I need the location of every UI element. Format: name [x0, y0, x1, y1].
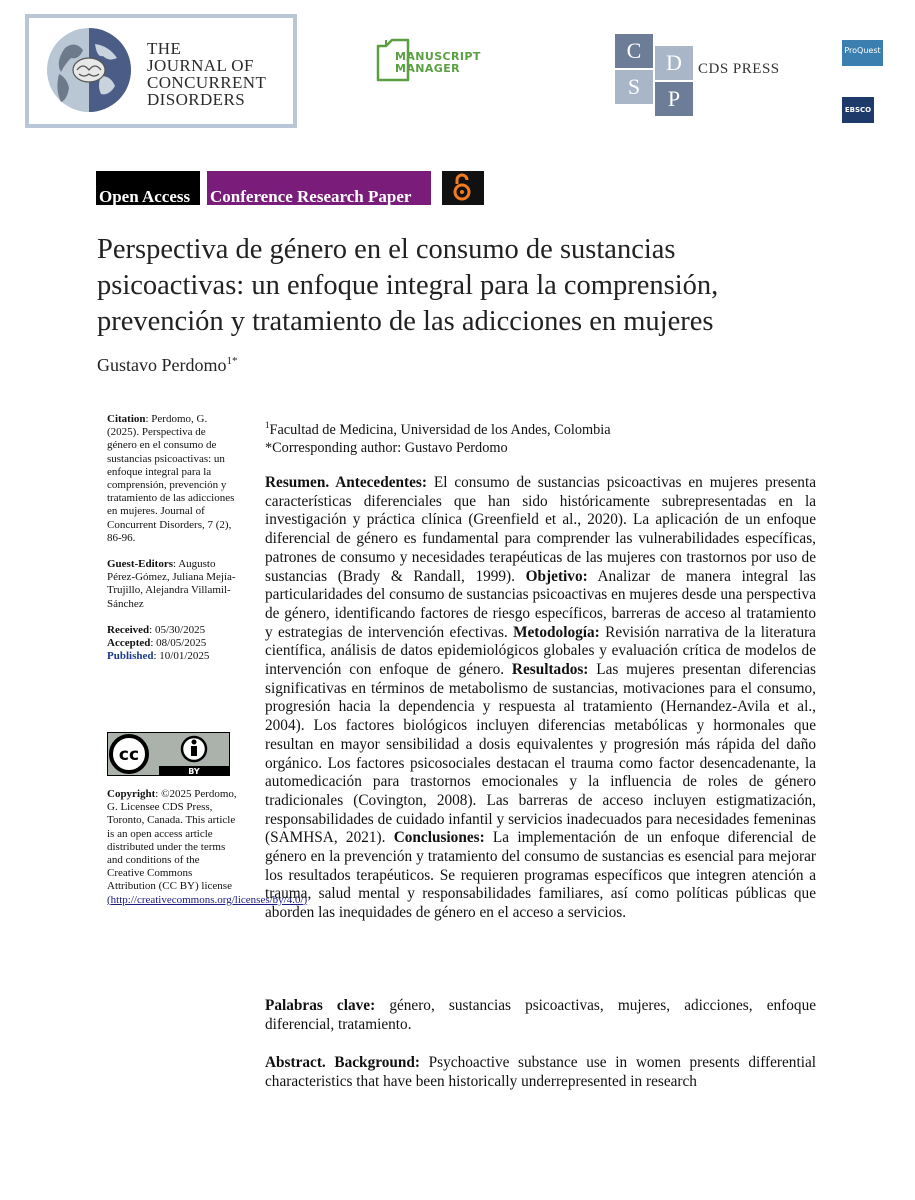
- published-date: : 10/01/2025: [153, 650, 210, 663]
- cdsp-letter: P: [655, 82, 693, 116]
- cdsp-letter: S: [615, 70, 653, 104]
- objetivo-text: Analizar de manera integral las particularidades del consumo de sustancias psicoactivas en mujeres desde una perspectiva de género, identificando factores de riesgo específicos, barreras de acceso al tratamiento y estrategias de intervención efectivas.: [265, 567, 816, 641]
- published-line: [107, 650, 237, 663]
- citation-text: : Perdomo, G. (2025). Perspectiva de género en el consumo de sustancias psicoactivas: un enfoque integral para la comprensión, prevención y tratamiento de las adicciones en mujeres. Journal of Concurrent Disorders, 7 (2), 86-96.: [107, 413, 235, 544]
- mm-line: MANUSCRIPT: [395, 50, 481, 63]
- cdsp-letter: C: [615, 34, 653, 68]
- journal-logo: [25, 14, 297, 128]
- resumen-block: [265, 474, 816, 923]
- resultados-label: Resultados:: [511, 661, 589, 679]
- cdsp-letter: D: [655, 46, 693, 80]
- mm-line: MANAGER: [395, 62, 460, 75]
- globe-brain-icon: [45, 26, 133, 114]
- conclusiones-label: Conclusiones:: [393, 829, 485, 847]
- conclusiones-text: La implementación de un enfoque diferencial de género en la prevención y tratamiento del consumo de sustancias es esencial para mejorar los resultados terapéuticos. Se requieren programas específicos que integren atención a trauma, salud mental y responsabilidades familiares, así como políticas públicas que aborden las inequidades de género en el acceso a servicios.: [265, 829, 816, 922]
- cc-by-text: BY: [188, 767, 200, 776]
- license-link[interactable]: (http://creativecommons.org/licenses/by/4.0/): [107, 893, 308, 906]
- cc-by-license-icon[interactable]: [107, 732, 230, 776]
- objetivo-label: Objetivo:: [525, 567, 588, 585]
- abstract-en-label: Abstract. Background:: [265, 1054, 420, 1071]
- published-label: Published: [107, 650, 154, 663]
- abstract-en-text: Psychoactive substance use in women presents differential characteristics that have been historically underrepresented in research: [265, 1054, 816, 1090]
- citation-block: [107, 413, 237, 545]
- author-name: Gustavo Perdomo: [97, 355, 227, 375]
- author-affiliation-mark: 1*: [226, 355, 238, 367]
- received-date: : 05/30/2025: [149, 623, 206, 636]
- metodologia-label: Metodología:: [513, 623, 600, 641]
- cds-press-label: CDS PRESS: [698, 61, 780, 77]
- paper-type-badge: Conference Research Paper: [207, 171, 431, 205]
- open-access-badge: Open Access: [96, 171, 200, 205]
- affiliation-text: Facultad de Medicina, Universidad de los Andes, Colombia: [269, 421, 611, 438]
- antecedentes-text: El consumo de sustancias psicoactivas en mujeres presenta características diferenciales que han sido históricamente subrepresentadas en la investigación y práctica clínica (Greenfield et al., 2020). La aplicación de un enfoque diferencial de género es fundamental para comprender las vulnerabilidades específicas, patrones de consumo y necesidades terapéuticas de las mujeres con trastornos por uso de sustancias (Brady & Randall, 1999).: [265, 474, 816, 585]
- cdsp-logo: [615, 34, 695, 111]
- resumen-paragraph: [265, 474, 816, 923]
- resumen-label: Resumen. Antecedentes:: [265, 474, 427, 491]
- copyright-body: : ©2025 Perdomo, G. Licensee CDS Press, Toronto, Canada. This article is an open access article distributed under the terms and conditions of the Creative Commons Attribution (CC BY) license: [107, 788, 237, 893]
- keywords-label: Palabras clave:: [265, 997, 376, 1014]
- accepted-label: Accepted: [107, 637, 151, 650]
- metodologia-text: Revisión narrativa de la literatura científica, análisis de datos epidemiológicos globales y evaluación crítica de modelos de intervención con enfoque de género.: [265, 623, 816, 679]
- accepted-date: : 08/05/2025: [150, 637, 207, 650]
- author-line: [97, 355, 238, 376]
- article-title: Perspectiva de género en el consumo de sustancias psicoactivas: un enfoque integral para la comprensión, prevención y tratamiento de las adicciones en mujeres: [97, 234, 719, 337]
- citation-label: Citation: [107, 413, 146, 425]
- abstract-en-block: [265, 1054, 816, 1091]
- copyright-label: Copyright: [107, 788, 156, 800]
- svg-text:cc: cc: [118, 745, 140, 765]
- received-label: Received: [107, 623, 150, 636]
- copyright-text: [107, 788, 308, 907]
- manuscript-manager-logo: [395, 51, 481, 75]
- accepted-line: [107, 637, 237, 650]
- resultados-text: Las mujeres presentan diferencias significativas en términos de metabolismo de sustancias, motivaciones para el consumo, progresión hacia la dependencia y respuesta al tratamiento (Hernandez-Avila et al., 2004). Los factores biológicos incluyen diferencias metabólicas y hormonales que resultan en mayor sensibilidad a dosis equivalentes y progresión más rápida del daño orgánico. Los factores psicosociales destacan el trauma como factor desencadenante, la automedicación para trastornos emocionales y la influencia de roles de género tradicionales (Covington, 2008). Las barreras de acceso incluyen estigmatización, responsabilidades de cuidado infantil y servicios inadecuados para necesidades femeninas (SAMHSA, 2021).: [265, 661, 816, 847]
- open-access-lock-icon: [442, 171, 484, 205]
- received-line: [107, 624, 237, 637]
- affiliation-block: [265, 416, 825, 457]
- guest-editors-label: Guest-Editors: [107, 558, 173, 571]
- copyright-block: [107, 788, 308, 907]
- corresponding-author: *Corresponding author: Gustavo Perdomo: [265, 439, 508, 456]
- guest-editors-text: : Augusto Pérez-Gómez, Juliana Mejía-Trujillo, Alejandra Villamil-Sánchez: [107, 558, 236, 610]
- affiliation-mark: 1: [265, 420, 270, 430]
- journal-line: DISORDERS: [147, 90, 246, 109]
- keywords-block: [265, 997, 816, 1034]
- journal-line: JOURNAL OF: [147, 56, 254, 75]
- journal-title: [147, 40, 266, 108]
- journal-line: THE: [147, 39, 182, 58]
- guest-editors-block: [107, 558, 237, 611]
- journal-line: CONCURRENT: [147, 73, 267, 92]
- affiliation-line: [265, 416, 825, 439]
- keywords-text: género, sustancias psicoactivas, mujeres, adicciones, enfoque diferencial, tratamiento.: [265, 997, 817, 1033]
- proquest-logo: ProQuest: [842, 40, 883, 66]
- ebsco-logo: EBSCO: [842, 97, 874, 123]
- article-info-sidebar: [107, 413, 237, 663]
